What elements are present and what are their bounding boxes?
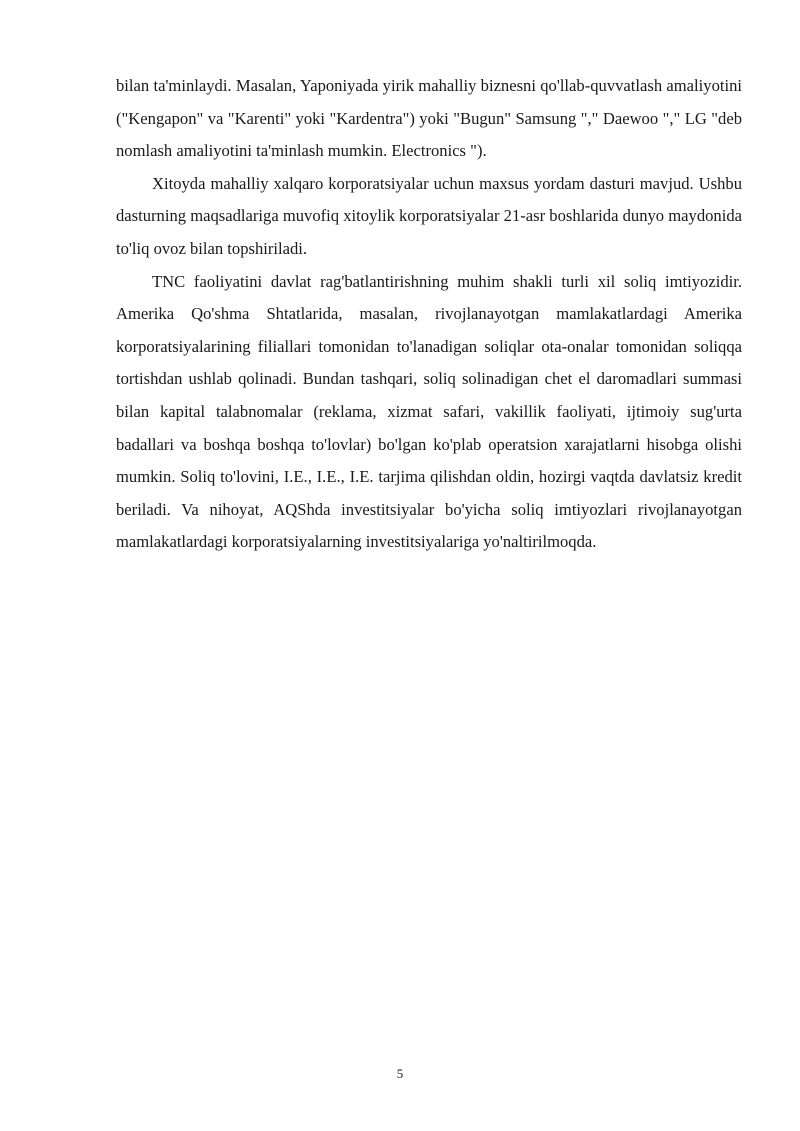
paragraph-china-support: Xitoyda mahalliy xalqaro korporatsiyalar uchun maxsus yordam dasturi mavjud. Ushbu dasturning maqsadlariga muvofiq xitoylik korporatsiyalar 21-asr boshlarida dunyo maydonida to'liq ovoz bilan topshiriladi. bbox=[116, 173, 742, 258]
paragraph-continuation: bilan ta'minlaydi. Masalan, Yaponiyada yirik mahalliy biznesni qo'llab-quvvatlash amaliyotini ("Kengapon" va "Karenti" yoki "Kardentra") yoki "Bugun" Samsung "," Daewoo "," LG "deb nomlash amaliyotini ta'minlash mumkin. Electronics "). bbox=[116, 76, 742, 161]
document-body bbox=[116, 70, 742, 559]
page-number: 5 bbox=[396, 1066, 404, 1081]
paragraph-tax-incentives: TNC faoliyatini davlat rag'batlantirishning muhim shakli turli xil soliq imtiyozidir. Amerika Qo'shma Shtatlarida, masalan, rivojlanayotgan mamlakatlardagi Amerika korporatsiyalarining filiallari tomonidan to'lanadigan soliqlar ota-onalar tomonidan soliqqa tortishdan ushlab qolinadi. Bundan tashqari, soliq solinadigan chet el daromadlari summasi bilan kapital talabnomalar (reklama, xizmat safari, vakillik faoliyati, ijtimoiy sug'urta badallari va boshqa boshqa to'lovlar) bo'lgan ko'plab operatsion xarajatlarni hisobga olishi mumkin. Soliq to'lovini, I.E., I.E., I.E. tarjima qilishdan oldin, hozirgi vaqtda davlatsiz kredit beriladi. Va nihoyat, AQShda investitsiyalar bo'yicha soliq imtiyozlari rivojlanayotgan mamlakatlardagi korporatsiyalarning investitsiyalariga yo'naltirilmoqda. bbox=[116, 271, 742, 552]
